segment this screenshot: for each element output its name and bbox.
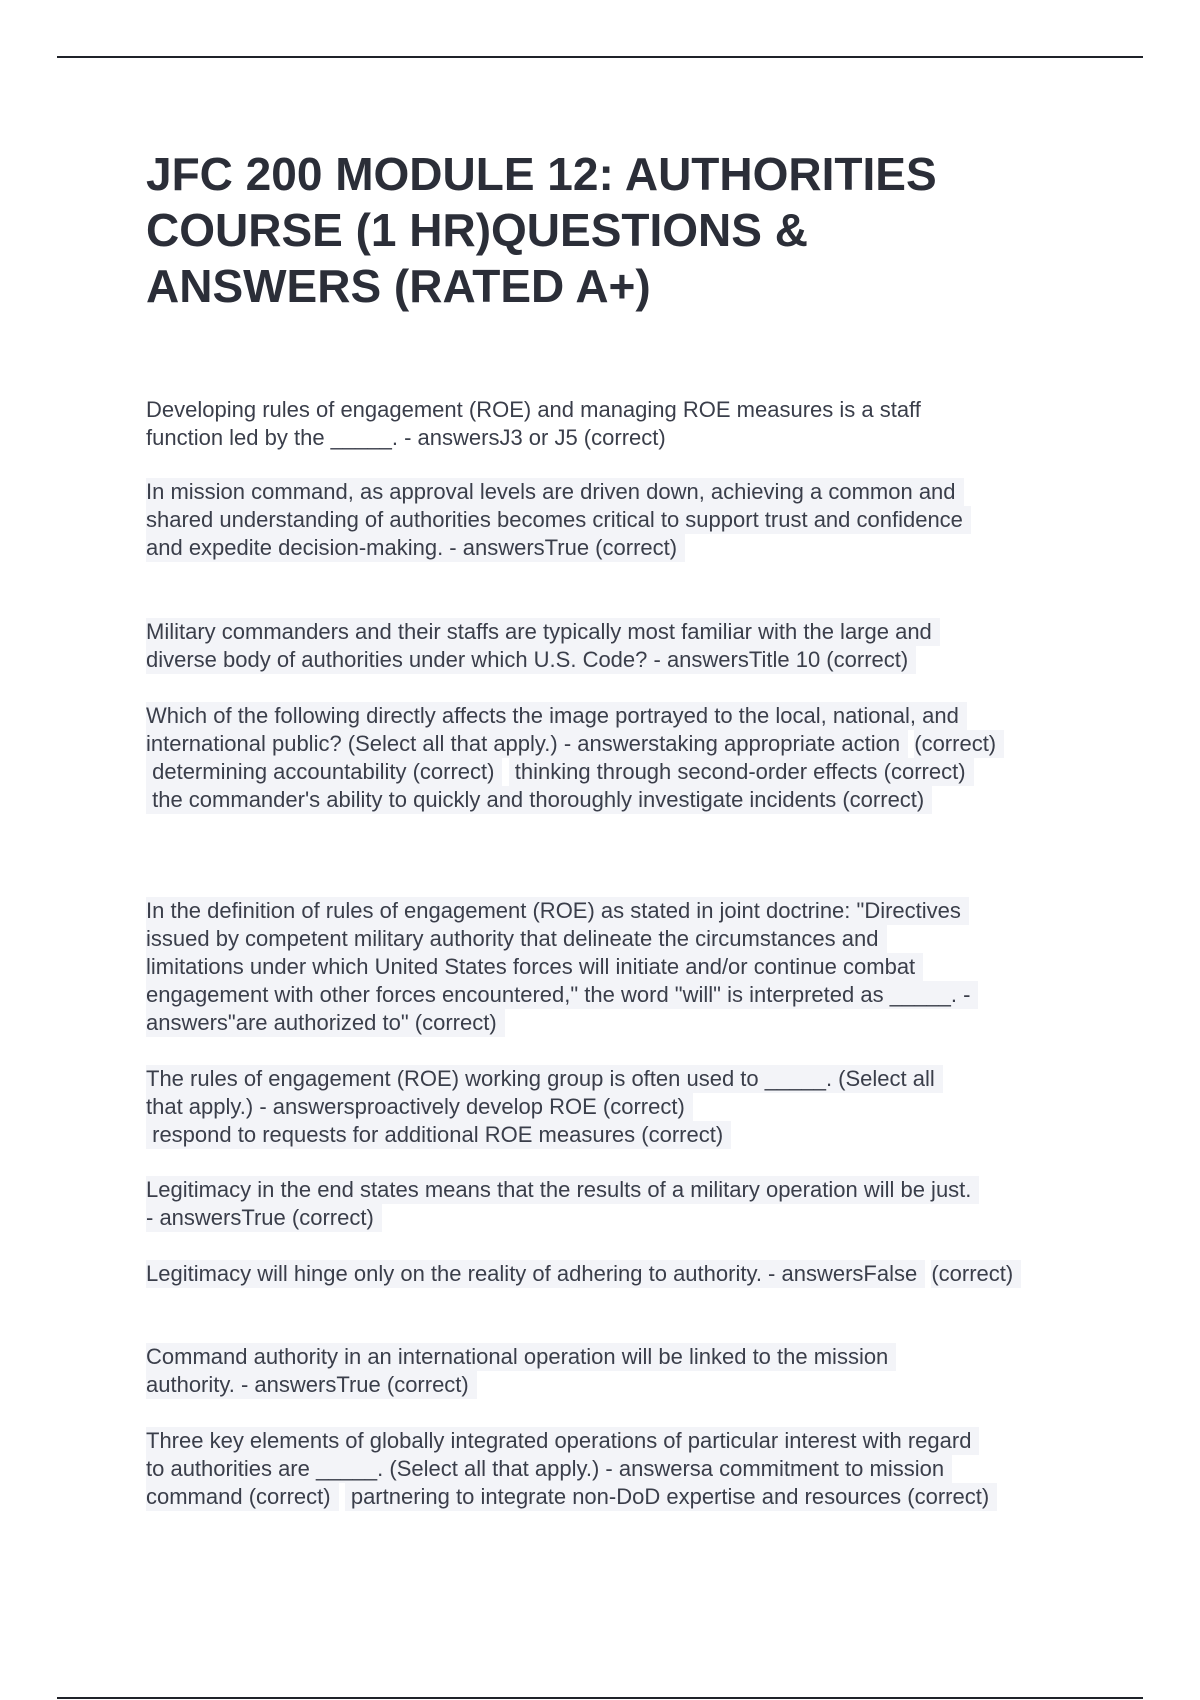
qa-line: issued by competent military authority that delineate the circumstances and (146, 925, 887, 953)
qa-line: thinking through second-order effects (correct) (509, 758, 974, 786)
qa-line: engagement with other forces encountered," the word "will" is interpreted as _____. - (146, 981, 978, 1009)
qa-line: function led by the _____. - answersJ3 or J5 (correct) (146, 425, 666, 450)
title-line: ANSWERS (RATED A+) (146, 260, 651, 312)
qa-line: authority. - answersTrue (correct) (146, 1371, 477, 1399)
qa-line: partnering to integrate non-DoD expertise and resources (correct) (345, 1483, 997, 1511)
qa-line: In mission command, as approval levels are driven down, achieving a common and (146, 478, 964, 506)
qa-line: (correct) (931, 1260, 1021, 1288)
title-line: COURSE (1 HR)QUESTIONS & (146, 204, 808, 256)
bottom-divider (57, 1697, 1143, 1699)
document-title (146, 146, 1086, 314)
qa-line: Which of the following directly affects the image portrayed to the local, national, and (146, 702, 967, 730)
qa-line: diverse body of authorities under which U.S. Code? - answersTitle 10 (correct) (146, 646, 916, 674)
qa-item (146, 478, 1056, 562)
qa-item (146, 1260, 1056, 1288)
qa-item (146, 702, 1056, 814)
qa-line: In the definition of rules of engagement (ROE) as stated in joint doctrine: "Directives (146, 897, 969, 925)
qa-line: Legitimacy will hinge only on the reality of adhering to authority. - answersFalse (146, 1260, 925, 1288)
qa-line: command (correct) (146, 1483, 339, 1511)
qa-item (146, 1065, 1056, 1149)
qa-line: and expedite decision-making. - answersTrue (correct) (146, 534, 685, 562)
qa-line: Military commanders and their staffs are typically most familiar with the large and (146, 618, 940, 646)
qa-line: shared understanding of authorities becomes critical to support trust and confidence (146, 506, 971, 534)
qa-line: determining accountability (correct) (146, 758, 502, 786)
qa-line: - answersTrue (correct) (146, 1204, 382, 1232)
qa-line: that apply.) - answersproactively develop ROE (correct) (146, 1093, 693, 1121)
qa-line: Legitimacy in the end states means that the results of a military operation will be just. (146, 1176, 979, 1204)
qa-line: international public? (Select all that apply.) - answerstaking appropriate action (146, 730, 908, 758)
qa-item (146, 1427, 1056, 1511)
qa-line: respond to requests for additional ROE measures (correct) (146, 1121, 731, 1149)
qa-line: answers"are authorized to" (correct) (146, 1009, 505, 1037)
top-divider (57, 56, 1143, 58)
qa-item (146, 1343, 1056, 1399)
qa-line: (correct) (914, 730, 1004, 758)
qa-item (146, 396, 1056, 452)
title-line: JFC 200 MODULE 12: AUTHORITIES (146, 148, 937, 200)
qa-item (146, 897, 1056, 1037)
qa-line: Developing rules of engagement (ROE) and managing ROE measures is a staff (146, 397, 921, 422)
qa-line: limitations under which United States forces will initiate and/or continue combat (146, 953, 923, 981)
qa-item (146, 618, 1056, 674)
qa-line: to authorities are _____. (Select all that apply.) - answersa commitment to mission (146, 1455, 952, 1483)
qa-line: Command authority in an international operation will be linked to the mission (146, 1343, 896, 1371)
qa-line: the commander's ability to quickly and thoroughly investigate incidents (correct) (146, 786, 932, 814)
qa-item (146, 1176, 1056, 1232)
qa-line: Three key elements of globally integrated operations of particular interest with regard (146, 1427, 979, 1455)
qa-line: The rules of engagement (ROE) working group is often used to _____. (Select all (146, 1065, 943, 1093)
